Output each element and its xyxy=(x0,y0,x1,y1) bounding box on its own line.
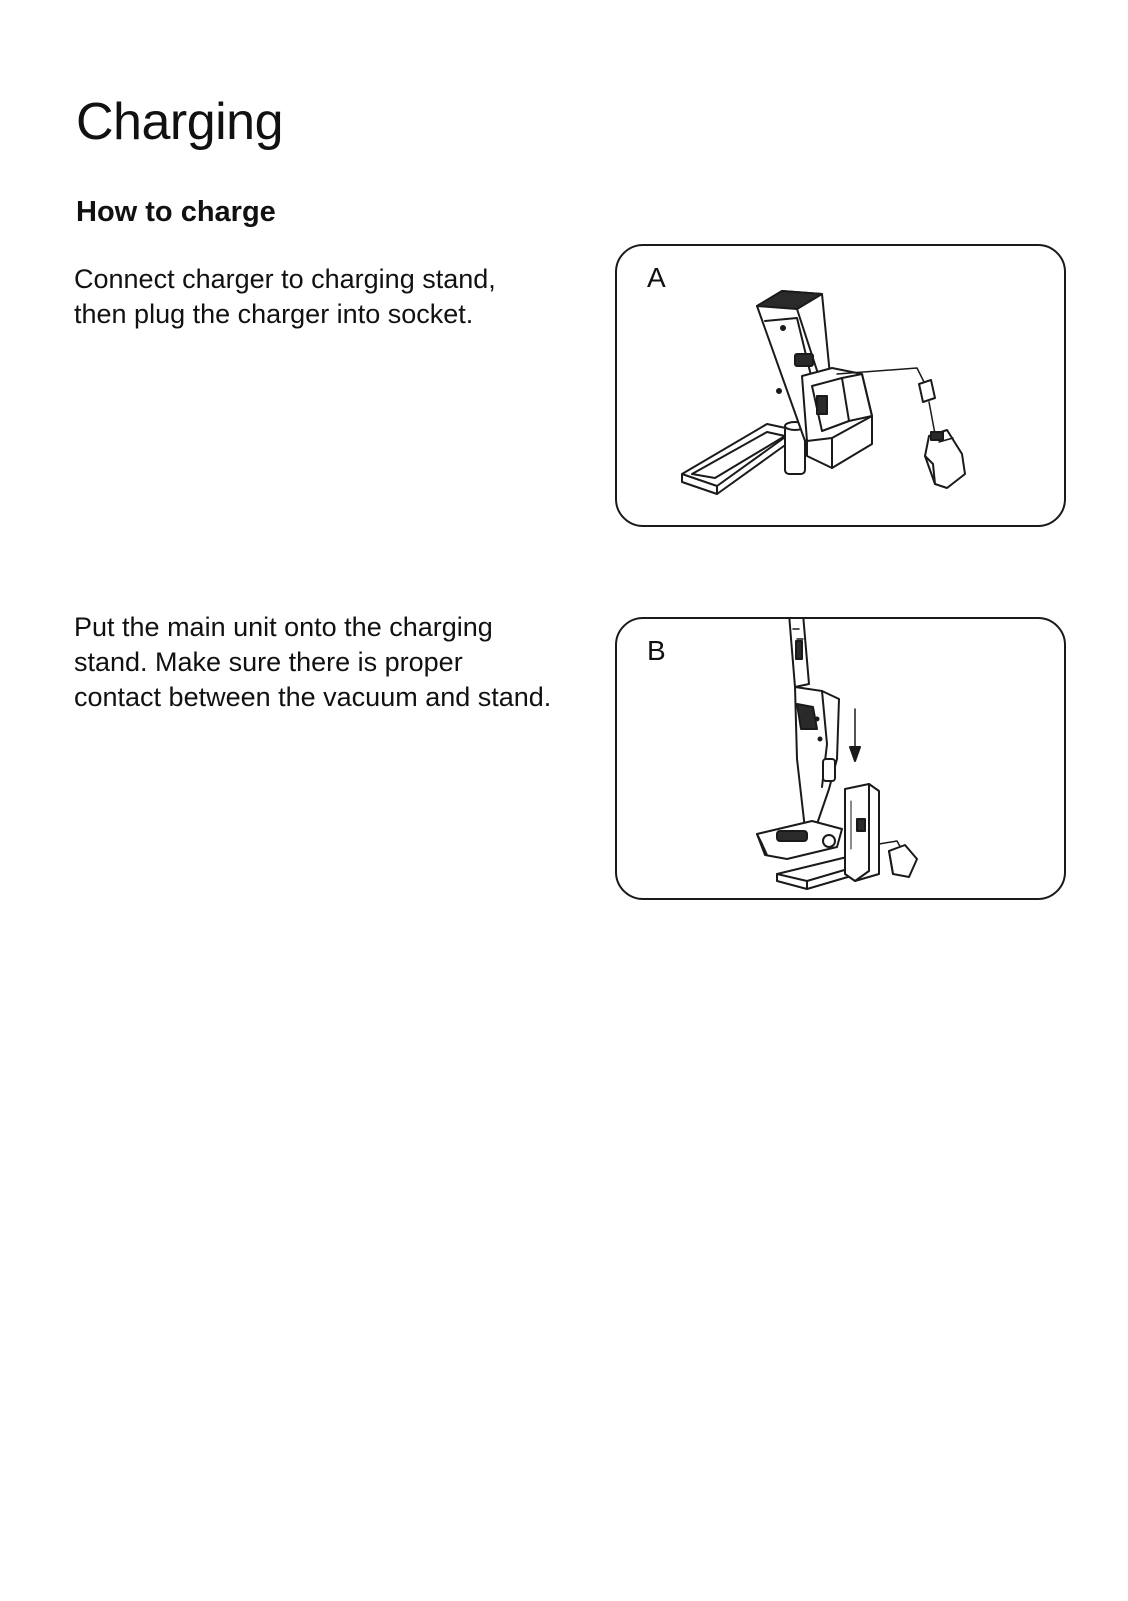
section-heading: How to charge xyxy=(76,196,276,228)
page-title: Charging xyxy=(76,93,284,151)
figure-b-vacuum-on-stand xyxy=(615,617,1066,900)
figure-a-label: A xyxy=(647,262,666,293)
figure-b-label: B xyxy=(647,635,666,666)
step-b-instruction: Put the main unit onto the charging stand. Make sure there is proper contact between the vacuum and stand. xyxy=(74,612,552,712)
charging-stand-illustration xyxy=(617,246,1066,527)
vacuum-on-stand-illustration xyxy=(617,619,1066,900)
figure-a-charging-stand-with-charger xyxy=(615,244,1066,527)
step-a-instruction: Connect charger to charging stand, then plug the charger into socket. xyxy=(74,264,496,329)
